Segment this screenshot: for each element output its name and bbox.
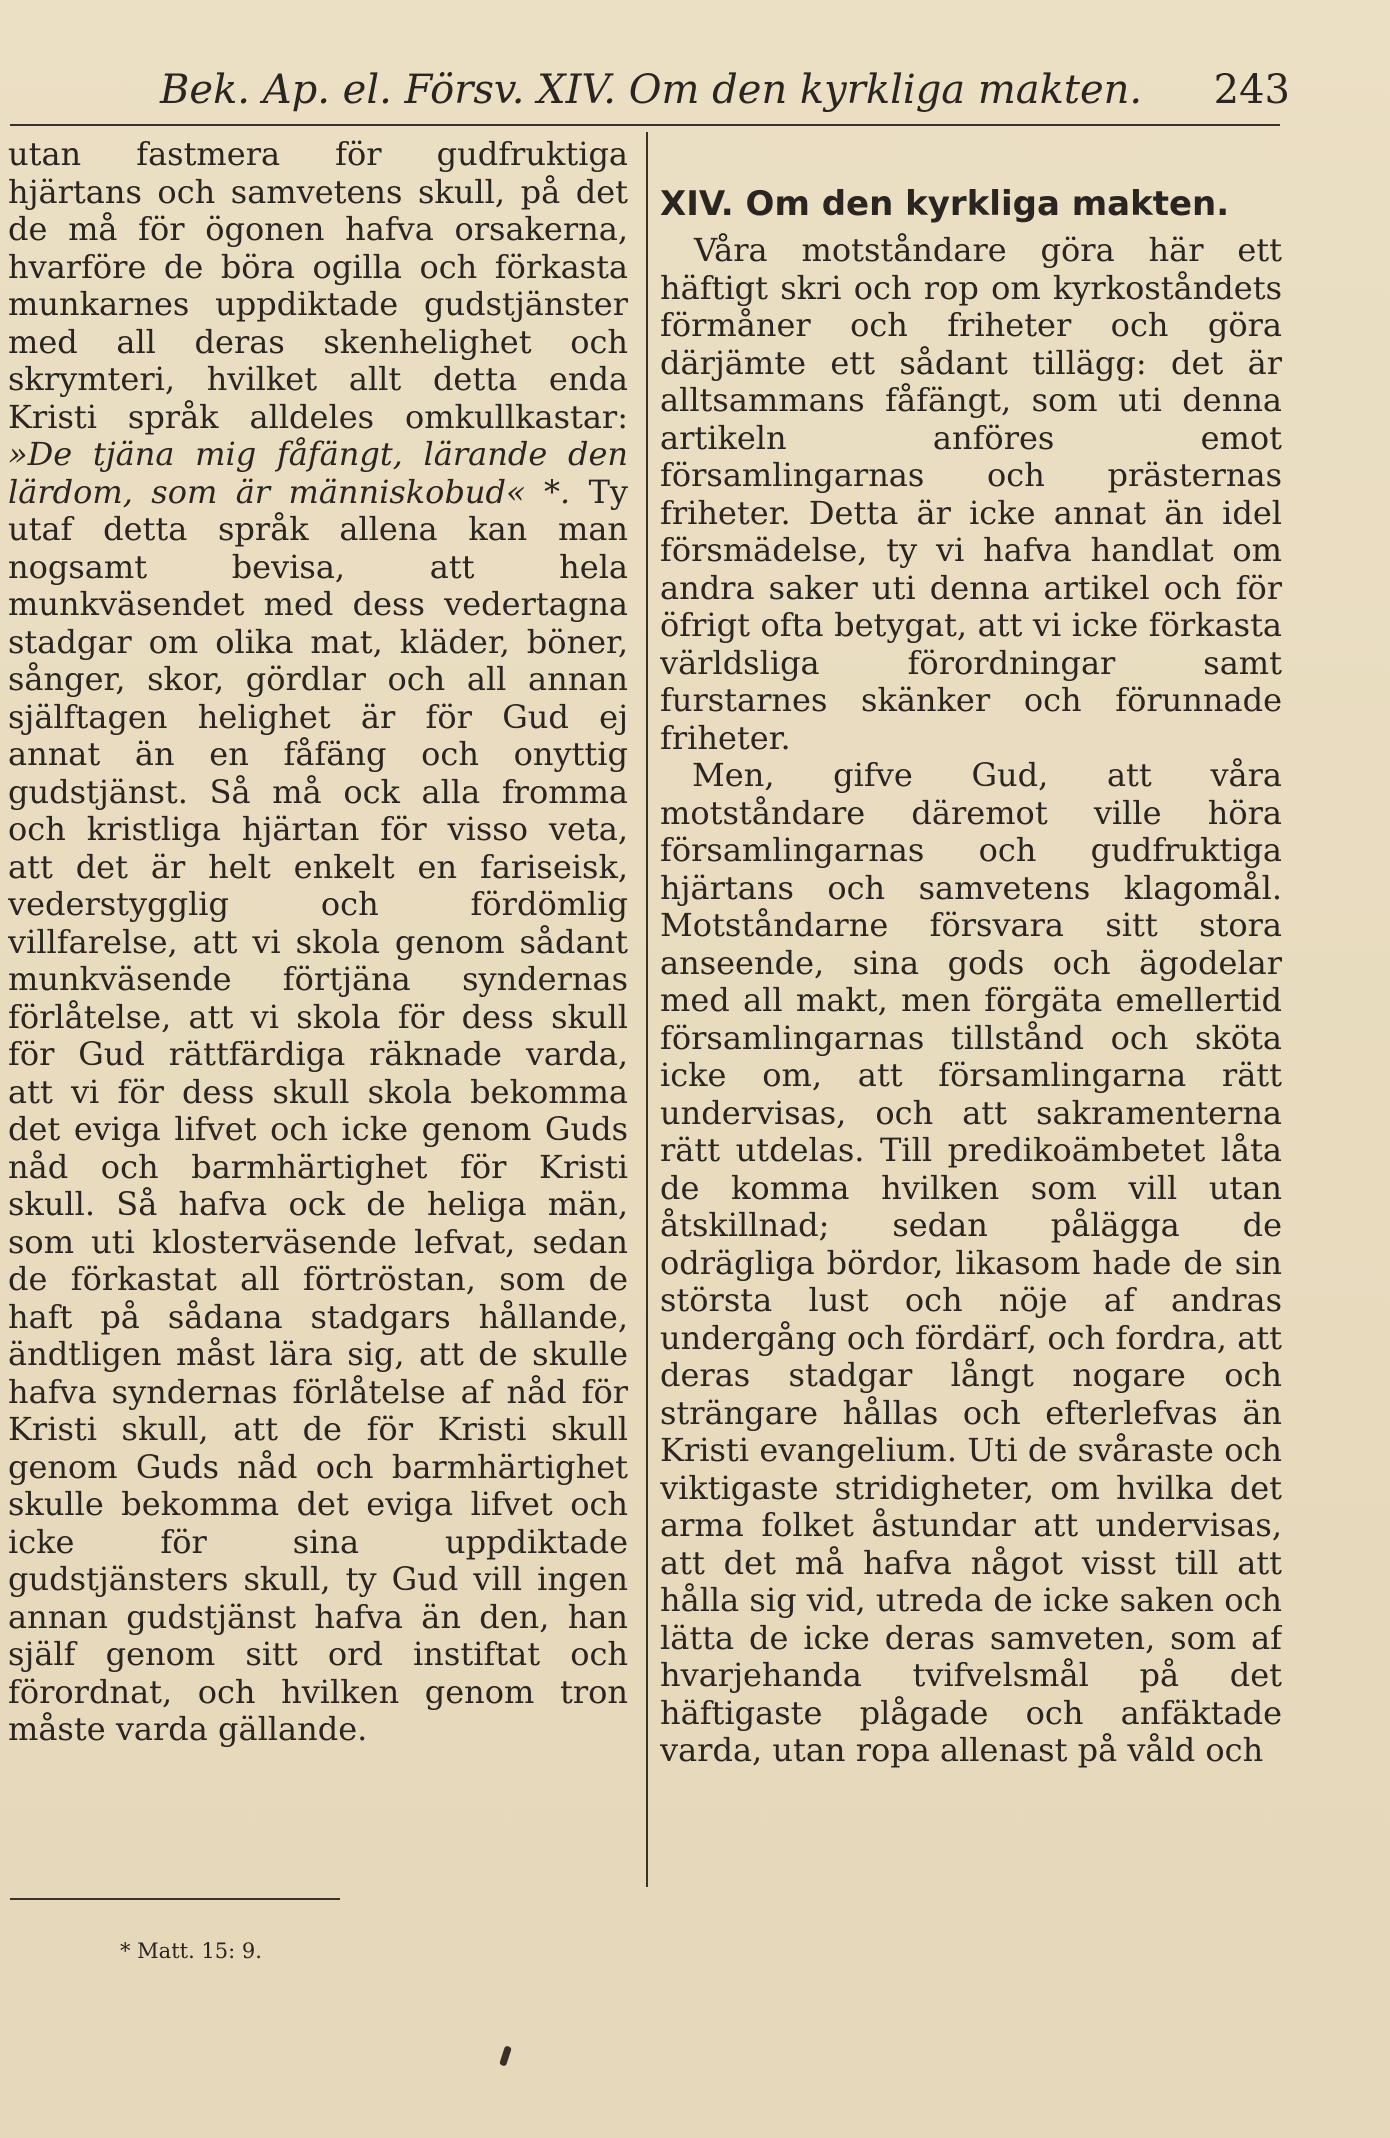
page-number: 243 <box>1213 67 1290 113</box>
left-column <box>8 136 628 1896</box>
footnote-rule <box>10 1898 340 1900</box>
page-header <box>160 62 1290 118</box>
scripture-quote: »De tjäna mig fåfängt, lärande den lärdom, som är människobud« *. <box>8 435 628 511</box>
right-paragraph-1: Våra motståndare göra här ett häftigt skri och rop om kyrkoståndets förmåner och friheter och göra därjämte ett sådant tillägg: det är alltsammans fåfängt, som uti denna artikeln anföres emot församlingarnas och prästernas friheter. Detta är icke annat än idel försmädelse, ty vi hafva handlat om andra saker uti denna artikel och för öfrigt ofta betygat, att vi icke förkasta världsliga förordningar samt furstarnes skänker och förunnade friheter. <box>660 231 1282 757</box>
header-rule <box>10 124 1280 126</box>
left-text-before-quote: utan fastmera för gudfruktiga hjärtans och samvetens skull, på det de må för ögonen hafva orsakerna, hvarföre de böra ogilla och förkasta munkarnes uppdiktade gudstjänster med all deras skenhelighet och skrymteri, hvilket allt detta enda Kristi språk alldeles omkullkastar: <box>8 136 628 436</box>
left-text-after-quote: Ty utaf detta språk allena kan man nogsamt bevisa, att hela munkväsendet med dess vedertagna stadgar om olika mat, kläder, böner, sånger, skor, gördlar och all annan själftagen helighet är för Gud ej annat än en fåfäng och onyttig gudstjänst. Så må ock alla fromma och kristliga hjärtan för visso veta, att det är helt enkelt en fariseisk, vederstygglig och fördömlig villfarelse, att vi skola genom sådant munkväsende förtjäna syndernas förlåtelse, att vi skola för dess skull för Gud rättfärdiga räknade varda, att vi för dess skull skola bekomma det eviga lifvet och icke genom Guds nåd och barmhärtighet för Kristi skull. Så hafva ock de heliga män, som uti klosterväsende lefvat, sedan de förkastat all förtröstan, som de haft på sådana stadgars hållande, ändtligen måst lära sig, att de skulle hafva syndernas förlåtelse af nåd för Kristi skull, att de för Kristi skull genom Guds nåd och barmhärtighet skulle bekomma det eviga lifvet och icke för sina uppdiktade gudstjänsters skull, ty Gud vill ingen annan gudstjänst hafva än den, han själf genom sitt ord instiftat och förordnat, och hvilken genom tron måste varda gällande. <box>8 472 628 1748</box>
running-title: Bek. Ap. el. Försv. XIV. Om den kyrkliga makten. <box>160 67 1143 113</box>
footnote: * Matt. 15: 9. <box>120 1939 262 1963</box>
right-paragraph-2: Men, gifve Gud, att våra motståndare däremot ville höra församlingarnas och gudfruktiga hjärtans och samvetens klagomål. Motståndarne försvara sitt stora anseende, sina gods och ägodelar med all makt, men förgäta emellertid församlingarnas tillstånd och sköta icke om, att församlingarna rätt undervisas, och att sakramenterna rätt utdelas. Till predikoämbetet låta de komma hvilken som vill utan åtskillnad; sedan pålägga de odrägliga bördor, likasom hade de sin största lust och nöje af andras undergång och fördärf, och fordra, att deras stadgar långt nogare och strängare hållas och efterlefvas än Kristi evangelium. Uti de svåraste och viktigaste stridigheter, om hvilka det arma folket åstundar att undervisas, att det må hafva något visst till att hålla sig vid, utreda de icke saken och lätta de icke deras samveten, som af hvarjehanda tvifvelsmål på det häftigaste plågade och anfäktade varda, utan ropa allenast på våld och <box>660 756 1282 1769</box>
ink-mark <box>499 2045 512 2066</box>
left-paragraph <box>8 136 628 1749</box>
column-rule <box>646 132 648 1887</box>
section-title: XIV. Om den kyrkliga makten. <box>660 184 1230 224</box>
right-column <box>660 136 1282 1896</box>
